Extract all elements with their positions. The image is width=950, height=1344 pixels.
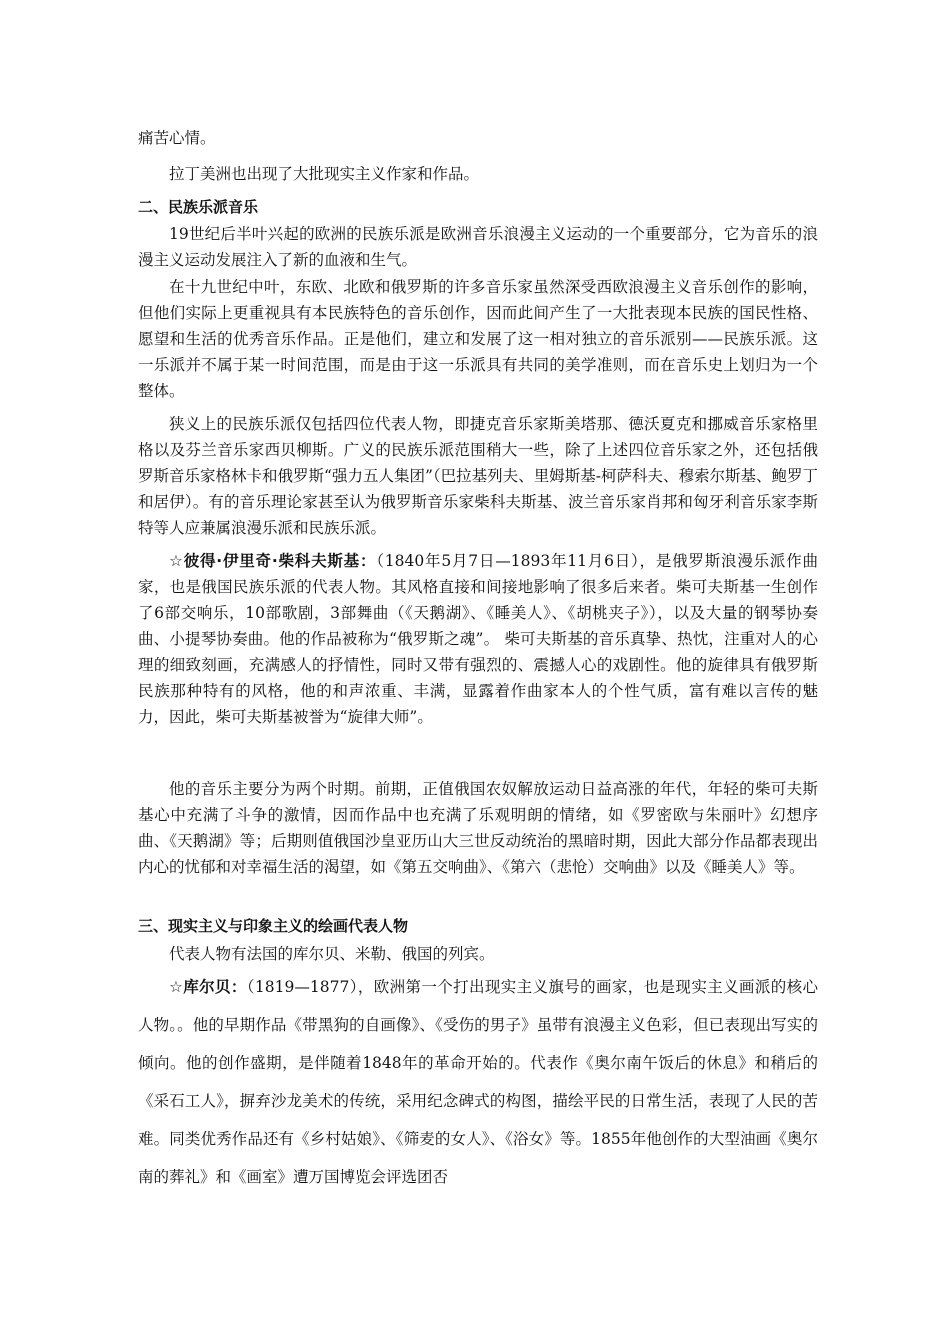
tchaikovsky-name-lead: ☆彼得·伊里奇·柴科夫斯基： — [169, 552, 377, 570]
section-heading-painting-representatives: 三、现实主义与印象主义的绘画代表人物 — [138, 917, 409, 935]
paragraph-latin-america: 拉丁美洲也出现了大批现实主义作家和作品。 — [169, 165, 480, 183]
paragraph-tchaikovsky — [138, 548, 818, 730]
paragraph-painting-representatives: 代表人物有法国的库尔贝、米勒、俄国的列宾。 — [169, 945, 495, 963]
courbet-body: （1819—1877），欧洲第一个打出现实主义旗号的画家，也是现实主义画派的核心人物。。他的早期作品《带黑狗的自画像》、《受伤的男子》虽带有浪漫主义色彩，但已表现出写实的倾向。他的创作盛期，是伴随着1848年的革命开始的。代表作《奥尔南午饭后的休息》和稍后的《采石工人》，摒弃沙龙美术的传统，采用纪念碑式的构图，描绘平民的日常生活，表现了人民的苦难。同类优秀作品还有《乡村姑娘》、《筛麦的女人》、《浴女》等。1855年他创作的大型油画《奥尔南的葬礼》和《画室》遭万国博览会评选团否 — [138, 978, 818, 1186]
paragraph-national-school-scope: 狭义上的民族乐派仅包括四位代表人物，即捷克音乐家斯美塔那、德沃夏克和挪威音乐家格里格以及芬兰音乐家西贝柳斯。广义的民族乐派范围稍大一些，除了上述四位音乐家之外，还包括俄罗斯音乐家格林卡和俄罗斯“强力五人集团”（巴拉基列夫、里姆斯基-柯萨科夫、穆索尔斯基、鲍罗丁和居伊）。有的音乐理论家甚至认为俄罗斯音乐家柴科夫斯基、波兰音乐家肖邦和匈牙利音乐家李斯特等人应兼属浪漫乐派和民族乐派。 — [138, 415, 818, 537]
section-heading-national-school-music: 二、民族乐派音乐 — [138, 198, 259, 216]
paragraph-national-school-origin: 在十九世纪中叶，东欧、北欧和俄罗斯的许多音乐家虽然深受西欧浪漫主义音乐创作的影响，但他们实际上更重视具有本民族特色的音乐创作，因而此间产生了一大批表现本民族的国民性格、愿望和生活的优秀音乐作品。正是他们，建立和发展了这一相对独立的音乐派别——民族乐派。这一乐派并不属于某一时间范围，而是由于这一乐派具有共同的美学准则，而在音乐史上划归为一个整体。 — [138, 278, 818, 400]
paragraph-tchaikovsky-periods: 他的音乐主要分为两个时期。前期，正值俄国农奴解放运动日益高涨的年代，年轻的柴可夫斯基心中充满了斗争的激情，因而作品中也充满了乐观明朗的情绪，如《罗密欧与朱丽叶》幻想序曲、《天鹅湖》等；后期则值俄国沙皇亚历山大三世反动统治的黑暗时期，因此大部分作品都表现出内心的忧郁和对幸福生活的渴望，如《第五交响曲》、《第六（悲怆）交响曲》以及《睡美人》等。 — [138, 780, 818, 876]
paragraph-courbet — [138, 968, 818, 1196]
courbet-name-lead: ☆库尔贝： — [169, 978, 247, 996]
tchaikovsky-body: （1840年5月7日—1893年11月6日），是俄罗斯浪漫乐派作曲家，也是俄国民族乐派的代表人物。其风格直接和间接地影响了很多后来者。柴可夫斯基一生创作了6部交响乐，10部歌剧，3部舞曲（《天鹅湖》、《睡美人》、《胡桃夹子》），以及大量的钢琴协奏曲、小提琴协奏曲。他的作品被称为“俄罗斯之魂”。 柴可夫斯基的音乐真挚、热忱，注重对人的心理的细致刻画，充满感人的抒情性，同时又带有强烈的、震撼人心的戏剧性。他的旋律具有俄罗斯民族那种特有的风格，他的和声浓重、丰满，显露着作曲家本人的个性气质，富有难以言传的魅力，因此，柴可夫斯基被誉为“旋律大师”。 — [138, 552, 818, 726]
paragraph-national-school-intro: 19世纪后半叶兴起的欧洲的民族乐派是欧洲音乐浪漫主义运动的一个重要部分，它为音乐的浪漫主义运动发展注入了新的血液和生气。 — [138, 225, 818, 269]
paragraph-continuation: 痛苦心情。 — [138, 129, 216, 147]
